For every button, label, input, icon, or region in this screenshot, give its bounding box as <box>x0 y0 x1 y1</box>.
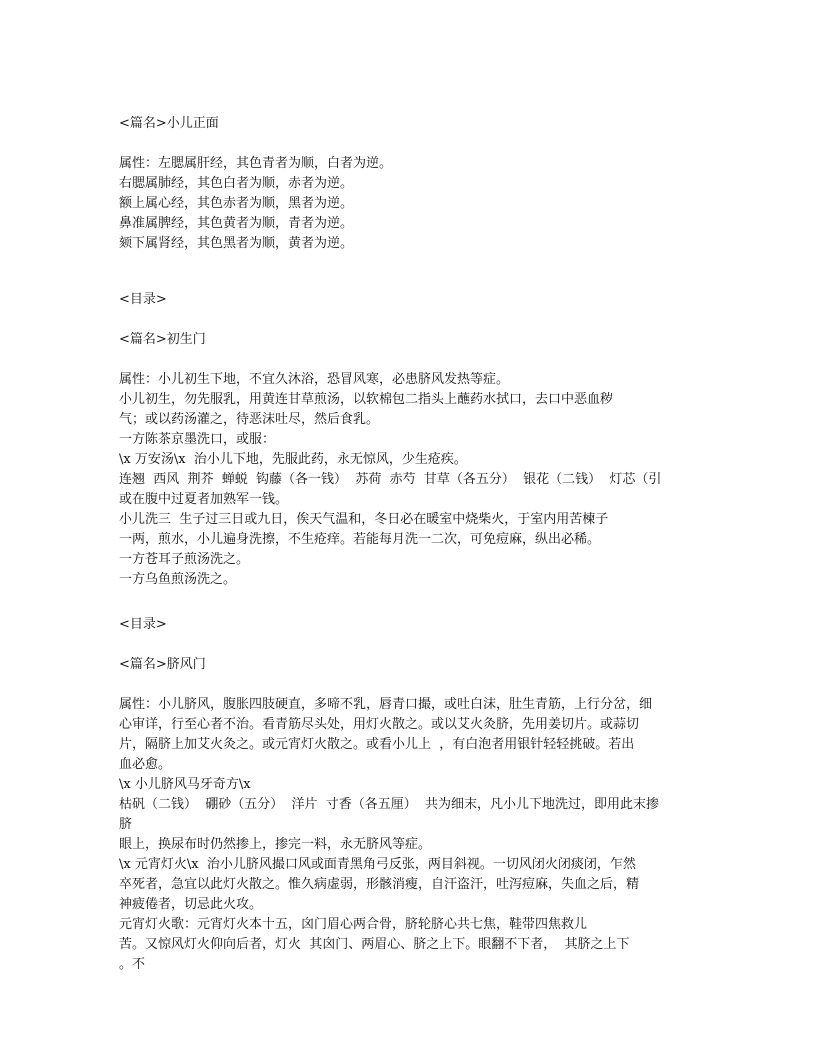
text-line: 一两，煎水，小儿遍身洗擦，不生疮痒。若能每月洗一二次，可免痘麻，纵出必稀。 <box>119 532 601 547</box>
text-line: 脐 <box>119 817 133 832</box>
text-line: 枯矾（二钱） 硼砂（五分） 洋片 寸香（各五厘） 共为细末，凡小儿下地洗过，即用此末掺 <box>119 797 660 812</box>
text-line: 一方苍耳子煎汤洗之。 <box>119 552 250 567</box>
section-title: <篇名>脐风门 <box>119 657 206 672</box>
text-line: 颏下属肾经，其色黑者为顺，黄者为逆。 <box>119 236 354 251</box>
section-title: <篇名>初生门 <box>119 332 206 347</box>
text-line: 属性：小儿脐风，腹胀四肢硬直，多啼不乳，唇青口撮，或吐白沫，肚生青筋，上行分岔，细 <box>119 697 653 712</box>
section-qifeng-men <box>119 615 659 975</box>
section-chusheng-men <box>119 290 661 590</box>
text-line: 额上属心经，其色赤者为顺，黑者为逆。 <box>119 196 354 211</box>
text-line: 一方乌鱼煎汤洗之。 <box>119 572 237 587</box>
text-line: \x 小儿脐风马牙奇方\x <box>119 777 251 792</box>
text-line: 血必愈。 <box>119 757 172 772</box>
text-line: 神疲倦者，切忌此火攻。 <box>119 897 263 912</box>
text-line: \x 万安汤\x 治小儿下地，先服此药，永无惊风，少生疮疾。 <box>119 452 467 467</box>
section-title: <篇名>小儿正面 <box>119 116 219 131</box>
text-line: 鼻准属脾经，其色黄者为顺，青者为逆。 <box>119 216 354 231</box>
section-xiaoer-zhengmian <box>119 114 392 254</box>
text-line: 眼上，换尿布时仍然掺上，掺完一料，永无脐风等症。 <box>119 837 432 852</box>
toc-marker: <目录> <box>119 292 167 307</box>
text-line: 小儿洗三 生子过三日或九日，俟天气温和，冬日必在暖室中烧柴火，于室内用苦楝子 <box>119 512 609 527</box>
text-line: 片，隔脐上加艾火灸之。或元宵灯火散之。或看小儿上 ，有白泡者用银针轻轻挑破。若出 <box>119 737 635 752</box>
text-line: 或在腹中过夏者加熟军一钱。 <box>119 492 289 507</box>
text-line: 。不 <box>119 957 146 972</box>
text-line: 属性：小儿初生下地，不宜久沐浴，恐冒风寒，必患脐风发热等症。 <box>119 372 510 387</box>
text-line: 一方陈茶京墨洗口，或服： <box>119 432 276 447</box>
text-line: 元宵灯火歌：元宵灯火本十五，囟门眉心两合骨，脐轮脐心共七焦，鞋带四焦救儿 <box>119 917 588 932</box>
text-line: 右腮属肺经，其色白者为顺，赤者为逆。 <box>119 176 354 191</box>
text-line: 属性：左腮属肝经，其色青者为顺，白者为逆。 <box>119 156 393 171</box>
text-line: 心审详，行至心者不治。看青筋尽头处，用灯火散之。或以艾火灸脐，先用姜切片。或蒜切 <box>119 717 640 732</box>
text-line: 苦。又惊风灯火仰向后者，灯火 其囟门、两眉心、脐之上下。眼翻不下者， 其脐之上下 <box>119 937 630 952</box>
text-line: 卒死者，急宜以此灯火散之。惟久病虚弱，形骸消瘦，自汗盗汗，吐泻痘麻，失血之后，精 <box>119 877 640 892</box>
text-line: 小儿初生，勿先服乳，用黄连甘草煎汤，以软棉包二指头上蘸药水拭口，去口中恶血秽 <box>119 392 614 407</box>
text-line: \x 元宵灯火\x 治小儿脐风撮口风或面青黑角弓反张，两目斜视。一切风闭火闭痰闭，乍然 <box>119 857 636 872</box>
text-line: 连翘 西风 荆芥 蝉蜕 钩藤（各一钱） 苏荷 赤芍 甘草（各五分） 银花（二钱） 灯芯（引 <box>119 472 662 487</box>
text-line: 气；或以药汤灌之，待恶沫吐尽，然后食乳。 <box>119 412 380 427</box>
toc-marker: <目录> <box>119 617 167 632</box>
